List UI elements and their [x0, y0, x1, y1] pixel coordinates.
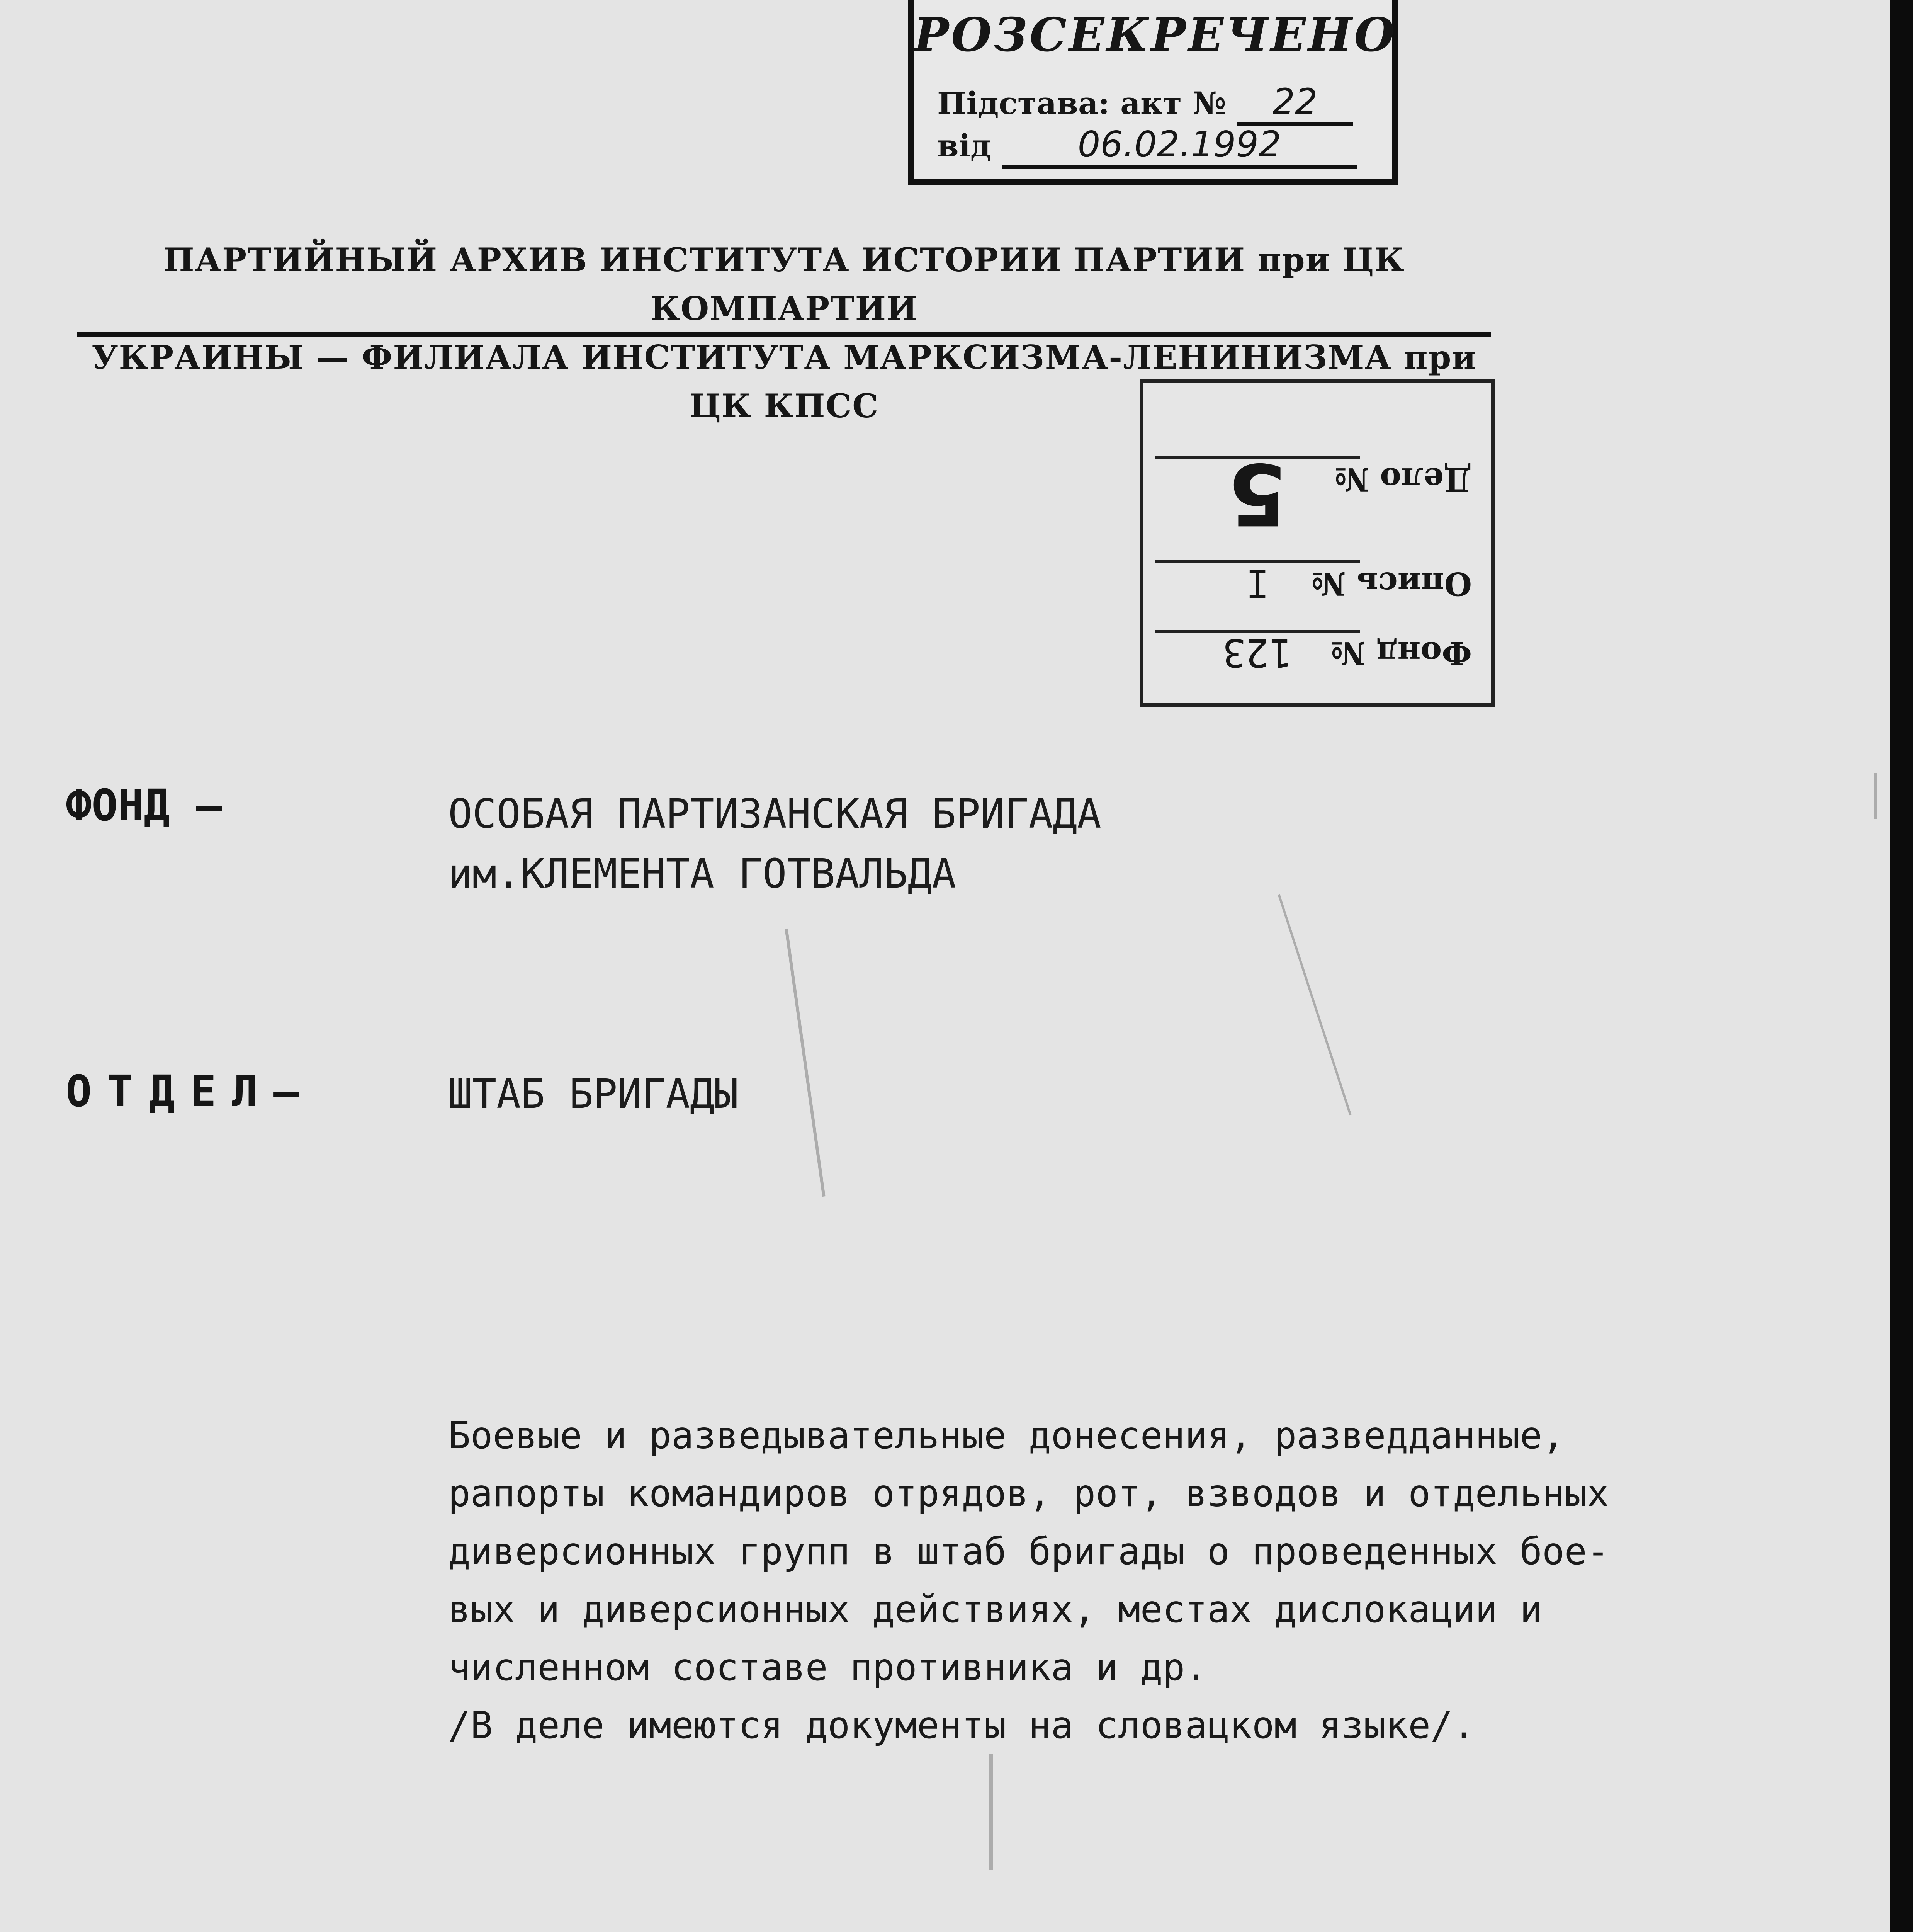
description-line: /В деле имеются документы на словацком языке/.	[448, 1704, 1475, 1747]
description-line: Боевые и разведывательные донесения, разведданные,	[448, 1414, 1565, 1457]
stamp-date-row	[937, 124, 1357, 169]
stamp-title: РОЗСЕКРЕЧЕНО	[914, 8, 1397, 62]
description-line: диверсионных групп в штаб бригады о проведенных боe-	[448, 1530, 1609, 1573]
film-scratch	[1874, 773, 1877, 819]
archive-header-line-1: ПАРТИЙНЫЙ АРХИВ ИНСТИТУТА ИСТОРИИ ПАРТИИ при ЦК КОМПАРТИИ	[163, 241, 1405, 328]
archive-header-line-2: УКРАИНЫ — ФИЛИАЛА ИНСТИТУТА МАРКСИЗМА-ЛЕНИНИЗМА при ЦК КПСС	[92, 338, 1477, 425]
description-line: рапорты командиров отрядов, рот, взводов и отдельных	[448, 1472, 1609, 1515]
film-scratch	[785, 929, 825, 1197]
description-line: вых и диверсионных действиях, местах дислокации и	[448, 1588, 1543, 1631]
fond-label: ФОНД —	[66, 781, 222, 831]
otdel-value: ШТАБ БРИГАДЫ	[448, 1070, 739, 1117]
stamp-act-number: 22	[1237, 81, 1353, 126]
stamp-basis-row	[937, 81, 1353, 126]
stamp-date-value: 06.02.1992	[1002, 124, 1357, 169]
inverted-opis-value: I	[1155, 560, 1360, 606]
inverted-reference-content	[1143, 383, 1491, 703]
declassified-stamp	[908, 0, 1398, 185]
inverted-fond-row	[1155, 630, 1472, 684]
film-scratch	[1278, 894, 1351, 1115]
header-rule	[77, 332, 1491, 337]
otdel-label: ОТДЕЛ—	[66, 1066, 315, 1117]
stamp-date-label: від	[937, 128, 991, 164]
case-description	[448, 1406, 1684, 1754]
film-scratch	[989, 1754, 993, 1870]
inverted-fond-value: 123	[1155, 630, 1360, 675]
fond-line-2: им.КЛЕМЕНТА ГОТВАЛЬДА	[448, 850, 956, 897]
inverted-delo-value: 5	[1155, 456, 1360, 529]
stamp-basis-label: Підстава: акт №	[937, 85, 1227, 121]
inverted-delo-row	[1155, 444, 1472, 543]
inverted-opis-row	[1155, 560, 1472, 614]
inverted-fond-label: Фонд №	[1331, 634, 1472, 672]
inverted-delo-label: Дело №	[1334, 461, 1472, 498]
inverted-opis-label: Опись №	[1311, 565, 1472, 602]
inverted-reference-box	[1140, 379, 1495, 707]
fond-line-1: ОСОБАЯ ПАРТИЗАНСКАЯ БРИГАДА	[448, 790, 1101, 837]
description-line: численном составе противника и др.	[448, 1646, 1208, 1689]
